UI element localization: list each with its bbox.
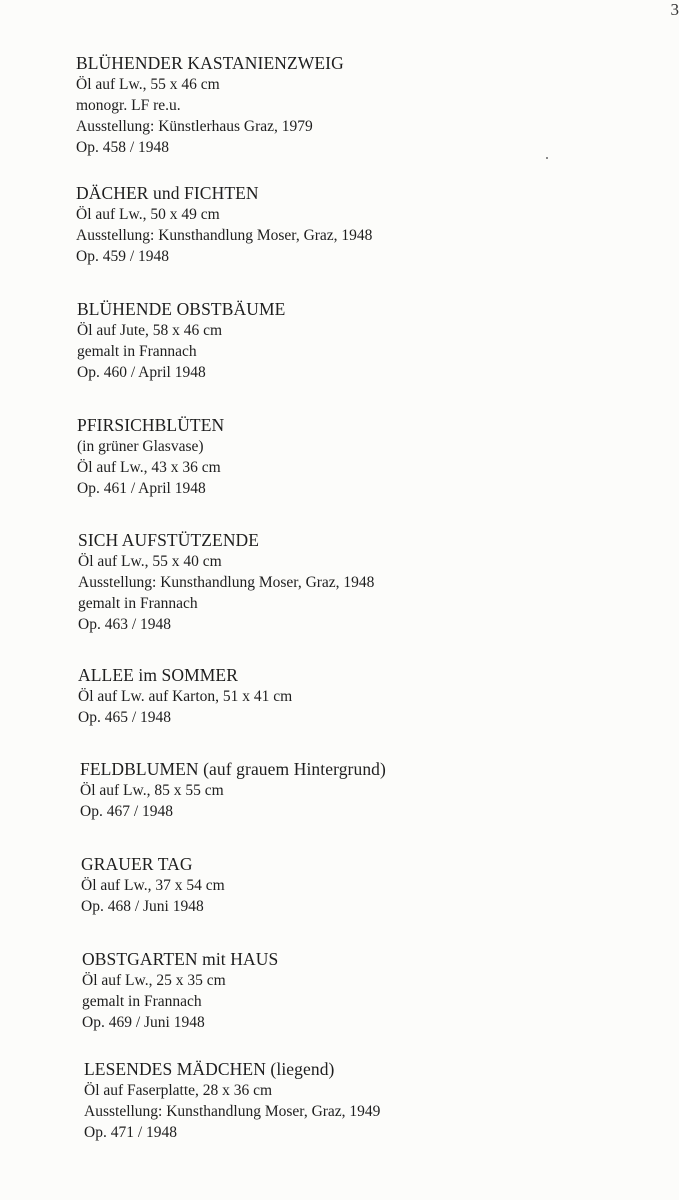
entry-title: LESENDES MÄDCHEN (liegend)	[84, 1059, 335, 1079]
entry-line: Öl auf Faserplatte, 28 x 36 cm	[84, 1082, 273, 1099]
entry-line: Ausstellung: Kunsthandlung Moser, Graz, 1948	[76, 227, 373, 244]
catalog-entry	[77, 299, 285, 383]
entry-line: monogr. LF re.u.	[76, 97, 181, 114]
entry-line: Op. 471 / 1948	[84, 1124, 177, 1141]
scan-speck	[546, 157, 548, 159]
catalog-entry	[82, 949, 278, 1033]
entry-line: gemalt in Frannach	[78, 595, 198, 612]
entry-line: Öl auf Jute, 58 x 46 cm	[77, 322, 223, 339]
catalog-entry	[76, 53, 344, 158]
catalog-entry	[78, 665, 292, 728]
catalog-entry	[76, 183, 372, 267]
entry-line: Öl auf Lw. auf Karton, 51 x 41 cm	[78, 688, 293, 705]
entry-title: OBSTGARTEN mit HAUS	[82, 949, 279, 969]
catalog-entry	[78, 530, 374, 635]
entry-line: Ausstellung: Kunsthandlung Moser, Graz, 1949	[84, 1103, 381, 1120]
entry-title: FELDBLUMEN (auf grauem Hintergrund)	[80, 759, 386, 779]
entry-title: GRAUER TAG	[81, 854, 193, 874]
entry-line: Öl auf Lw., 25 x 35 cm	[82, 972, 226, 989]
catalog-entry	[77, 415, 224, 499]
entry-title: PFIRSICHBLÜTEN	[77, 415, 225, 435]
entry-line: Op. 459 / 1948	[76, 248, 169, 265]
entry-line: Op. 461 / April 1948	[77, 480, 206, 497]
entry-title: DÄCHER und FICHTEN	[76, 183, 259, 203]
entry-line: Op. 463 / 1948	[78, 616, 171, 633]
entry-line: Ausstellung: Künstlerhaus Graz, 1979	[76, 118, 313, 135]
entry-line: gemalt in Frannach	[77, 343, 197, 360]
entry-line: gemalt in Frannach	[82, 993, 202, 1010]
entry-line: Op. 460 / April 1948	[77, 364, 206, 381]
entry-line: Op. 468 / Juni 1948	[81, 898, 204, 915]
entry-line: Op. 465 / 1948	[78, 709, 171, 726]
entry-line: Öl auf Lw., 50 x 49 cm	[76, 206, 220, 223]
entry-line: Öl auf Lw., 55 x 40 cm	[78, 553, 222, 570]
entry-title: BLÜHENDER KASTANIENZWEIG	[76, 53, 344, 73]
entry-line: Op. 467 / 1948	[80, 803, 173, 820]
entry-title: ALLEE im SOMMER	[78, 665, 238, 685]
entry-line: Ausstellung: Kunsthandlung Moser, Graz, 1948	[78, 574, 375, 591]
page-number: 3	[670, 0, 679, 19]
entry-line: Öl auf Lw., 85 x 55 cm	[80, 782, 224, 799]
entry-title: BLÜHENDE OBSTBÄUME	[77, 299, 286, 319]
entry-line: Öl auf Lw., 55 x 46 cm	[76, 76, 220, 93]
entry-line: Op. 469 / Juni 1948	[82, 1014, 205, 1031]
entry-title: SICH AUFSTÜTZENDE	[78, 530, 260, 550]
entry-line: (in grüner Glasvase)	[77, 438, 204, 455]
entry-line: Öl auf Lw., 43 x 36 cm	[77, 459, 221, 476]
catalog-entry	[84, 1059, 380, 1143]
catalog-entry	[81, 854, 225, 917]
entry-line: Öl auf Lw., 37 x 54 cm	[81, 877, 225, 894]
catalog-entry	[80, 759, 386, 822]
entry-line: Op. 458 / 1948	[76, 139, 169, 156]
